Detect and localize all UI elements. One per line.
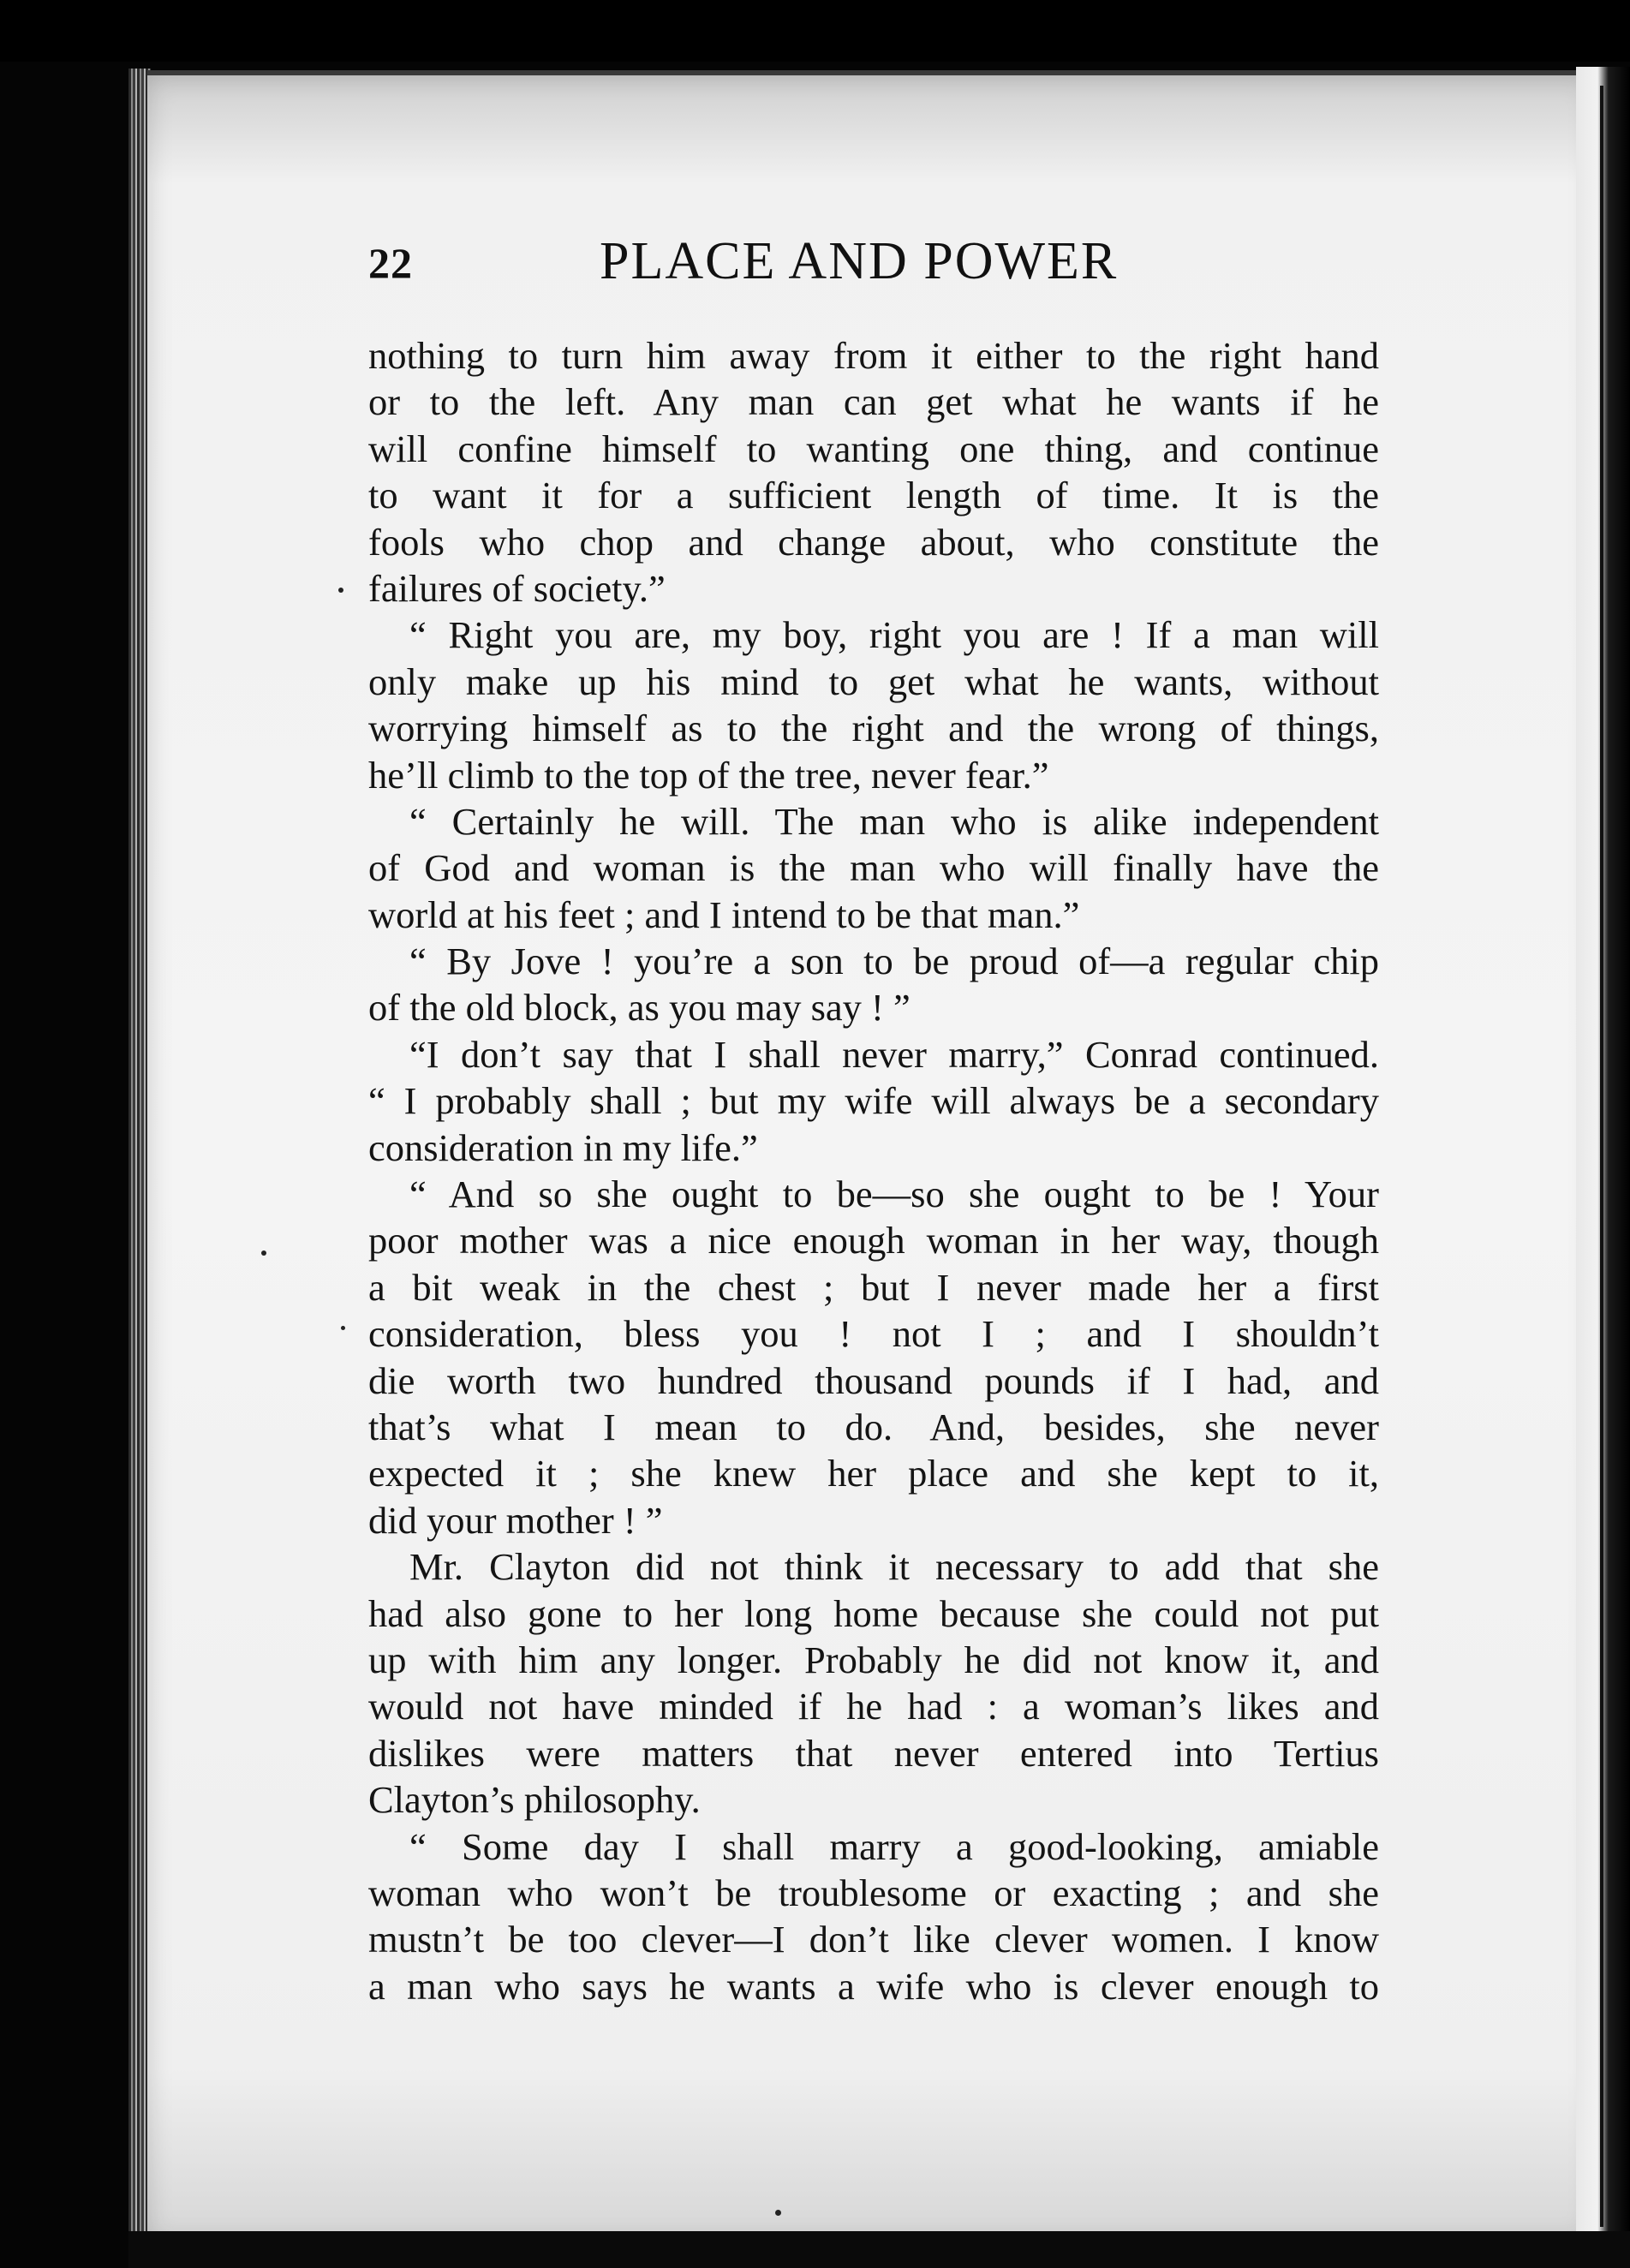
text-line: failures of society.” <box>368 566 666 610</box>
text-line: expected it ; she knew her place and she kept to it, <box>368 1452 1379 1495</box>
text-line: die worth two hundred thousand pounds if I had, and <box>368 1358 1379 1402</box>
text-line: consideration, bless you ! not I ; and I shouldn’t <box>368 1312 1379 1356</box>
running-title: PLACE AND POWER <box>600 232 1119 290</box>
scan-border-top <box>0 0 1630 62</box>
text-line: “ Right you are, my boy, right you are ! If a man will <box>409 613 1379 657</box>
text-line: woman who won’t be troublesome or exacting ; and she <box>368 1871 1379 1914</box>
text-line: mustn’t be too clever—I don’t like clever women. I know <box>368 1918 1379 1961</box>
text-line: he’ll climb to the top of the tree, never fear.” <box>368 753 1049 797</box>
text-line: only make up his mind to get what he wants, without <box>368 660 1379 703</box>
dust-speck <box>338 588 343 593</box>
text-line: “ I probably shall ; but my wife will always be a secondary <box>368 1079 1379 1123</box>
text-line: did your mother ! ” <box>368 1498 663 1542</box>
body-text <box>368 332 1379 2009</box>
text-line: “I don’t say that I shall never marry,” Conrad continued. <box>409 1032 1379 1076</box>
text-line: that’s what I mean to do. And, besides, she never <box>368 1405 1379 1448</box>
text-line: “ By Jove ! you’re a son to be proud of—a regular chip <box>409 940 1379 983</box>
text-line: will confine himself to wanting one thing, and continue <box>368 427 1379 470</box>
text-line: would not have minded if he had : a woman’s likes and <box>368 1685 1379 1728</box>
text-line: nothing to turn him away from it either to the right hand <box>368 334 1379 377</box>
text-line: a man who says he wants a wife who is clever enough to <box>368 1964 1379 2008</box>
text-line: up with him any longer. Probably he did not know it, and <box>368 1638 1379 1681</box>
text-line: Clayton’s philosophy. <box>368 1778 701 1822</box>
text-line: to want it for a sufficient length of time. It is the <box>368 474 1379 517</box>
text-line: “ And so she ought to be—so she ought to be ! Your <box>409 1173 1379 1216</box>
text-line: fools who chop and change about, who constitute the <box>368 520 1379 564</box>
dust-speck <box>261 1250 266 1256</box>
text-line: of God and woman is the man who will finally have the <box>368 846 1379 890</box>
page-header <box>368 231 1388 300</box>
page-number: 22 <box>368 239 413 287</box>
text-line: poor mother was a nice enough woman in her way, though <box>368 1219 1379 1262</box>
dust-speck <box>775 2210 781 2216</box>
dust-speck <box>341 1326 345 1330</box>
text-line: Mr. Clayton did not think it necessary to add that she <box>409 1545 1379 1589</box>
text-line: world at his feet ; and I intend to be that man.” <box>368 892 1080 936</box>
text-line: a bit weak in the chest ; but I never made her a first <box>368 1265 1379 1309</box>
text-line: had also gone to her long home because she could not put <box>368 1591 1379 1635</box>
text-line: dislikes were matters that never entered into Tertius <box>368 1731 1379 1775</box>
gutter-line <box>1600 86 1603 2227</box>
text-line: “ Certainly he will. The man who is alike independent <box>409 799 1379 843</box>
text-line: “ Some day I shall marry a good-looking, amiable <box>409 1824 1379 1868</box>
text-line: or to the left. Any man can get what he wants if he <box>368 380 1379 424</box>
scan-border-bottom <box>128 2231 1630 2268</box>
text-line: consideration in my life.” <box>368 1125 758 1169</box>
text-line: worrying himself as to the right and the wrong of things, <box>368 707 1379 750</box>
text-line: of the old block, as you may say ! ” <box>368 986 911 1030</box>
